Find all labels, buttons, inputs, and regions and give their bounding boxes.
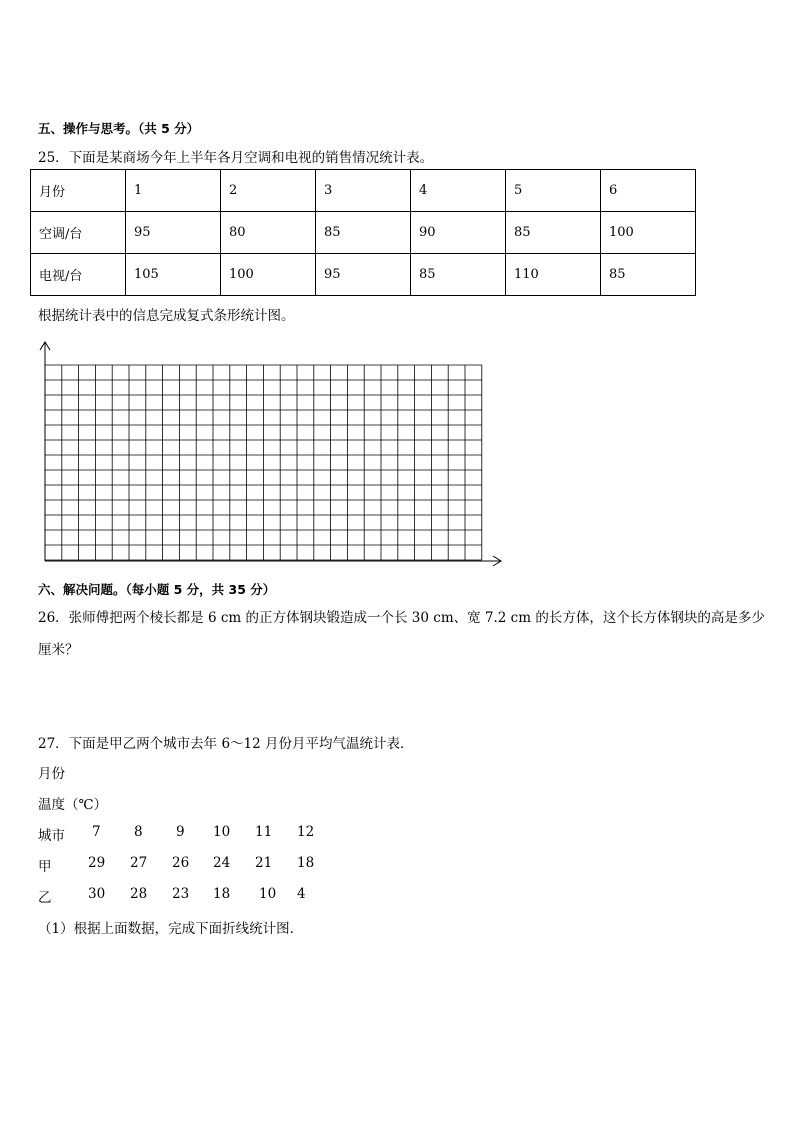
- row-label: 甲: [38, 859, 52, 875]
- table-cell: 95: [126, 212, 221, 254]
- table-cell: 28: [130, 886, 148, 902]
- question-26-line-1: 26．张师傅把两个棱长都是 6 cm 的正方体钢块锻造成一个长 30 cm、宽 7.2 cm 的长方体，这个长方体钢块的高是多少: [38, 610, 765, 626]
- table-cell: 85: [601, 254, 696, 296]
- table-cell: 3: [316, 170, 411, 212]
- table-cell: 26: [172, 855, 190, 871]
- table-cell: 8: [134, 824, 143, 840]
- row-label: 乙: [38, 890, 52, 906]
- table-cell: 23: [172, 886, 190, 902]
- table-cell: 24: [213, 855, 231, 871]
- table-cell: 4: [297, 886, 306, 902]
- table-cell: 2: [221, 170, 316, 212]
- table-cell: 27: [130, 855, 148, 871]
- table-cell: 12: [297, 824, 315, 840]
- question-27-prompt: 27．下面是甲乙两个城市去年 6～12 月份月平均气温统计表．: [38, 736, 414, 752]
- section-5-heading: 五、操作与思考。（共 5 分）: [38, 121, 200, 136]
- table-cell: 7: [92, 824, 101, 840]
- table-cell: 10: [213, 824, 231, 840]
- table-cell: 9: [176, 824, 185, 840]
- table-cell: 110: [506, 254, 601, 296]
- table-cell: 10: [259, 886, 277, 902]
- table-cell: 85: [506, 212, 601, 254]
- table-cell: 11: [255, 824, 273, 840]
- table-cell: 6: [601, 170, 696, 212]
- table-cell: 85: [411, 254, 506, 296]
- question-26-line-2: 厘米？: [38, 642, 79, 658]
- table-cell: 月份: [31, 170, 126, 212]
- question-27-sub-1: （1）根据上面数据，完成下面折线统计图．: [38, 921, 304, 937]
- table-cell: 95: [316, 254, 411, 296]
- table-cell: 18: [297, 855, 315, 871]
- table-cell: 4: [411, 170, 506, 212]
- table-cell: 空调/台: [31, 212, 126, 254]
- chart-instruction: 根据统计表中的信息完成复式条形统计图。: [38, 308, 295, 324]
- table-cell: 80: [221, 212, 316, 254]
- temp-table-header-temp: 温度（℃）: [38, 797, 108, 813]
- question-25-prompt: 25．下面是某商场今年上半年各月空调和电视的销售情况统计表。: [38, 150, 434, 166]
- table-cell: 100: [221, 254, 316, 296]
- section-6-heading: 六、解决问题。（每小题 5 分，共 35 分）: [38, 582, 276, 597]
- temp-table-header-month: 月份: [38, 766, 65, 782]
- table-cell: 100: [601, 212, 696, 254]
- table-cell: 21: [255, 855, 273, 871]
- table-cell: 30: [88, 886, 106, 902]
- table-cell: 29: [88, 855, 106, 871]
- table-cell: 5: [506, 170, 601, 212]
- table-cell: 105: [126, 254, 221, 296]
- row-label: 城市: [38, 828, 65, 844]
- table-cell: 18: [213, 886, 231, 902]
- table-cell: 90: [411, 212, 506, 254]
- table-cell: 电视/台: [31, 254, 126, 296]
- table-cell: 85: [316, 212, 411, 254]
- table-cell: 1: [126, 170, 221, 212]
